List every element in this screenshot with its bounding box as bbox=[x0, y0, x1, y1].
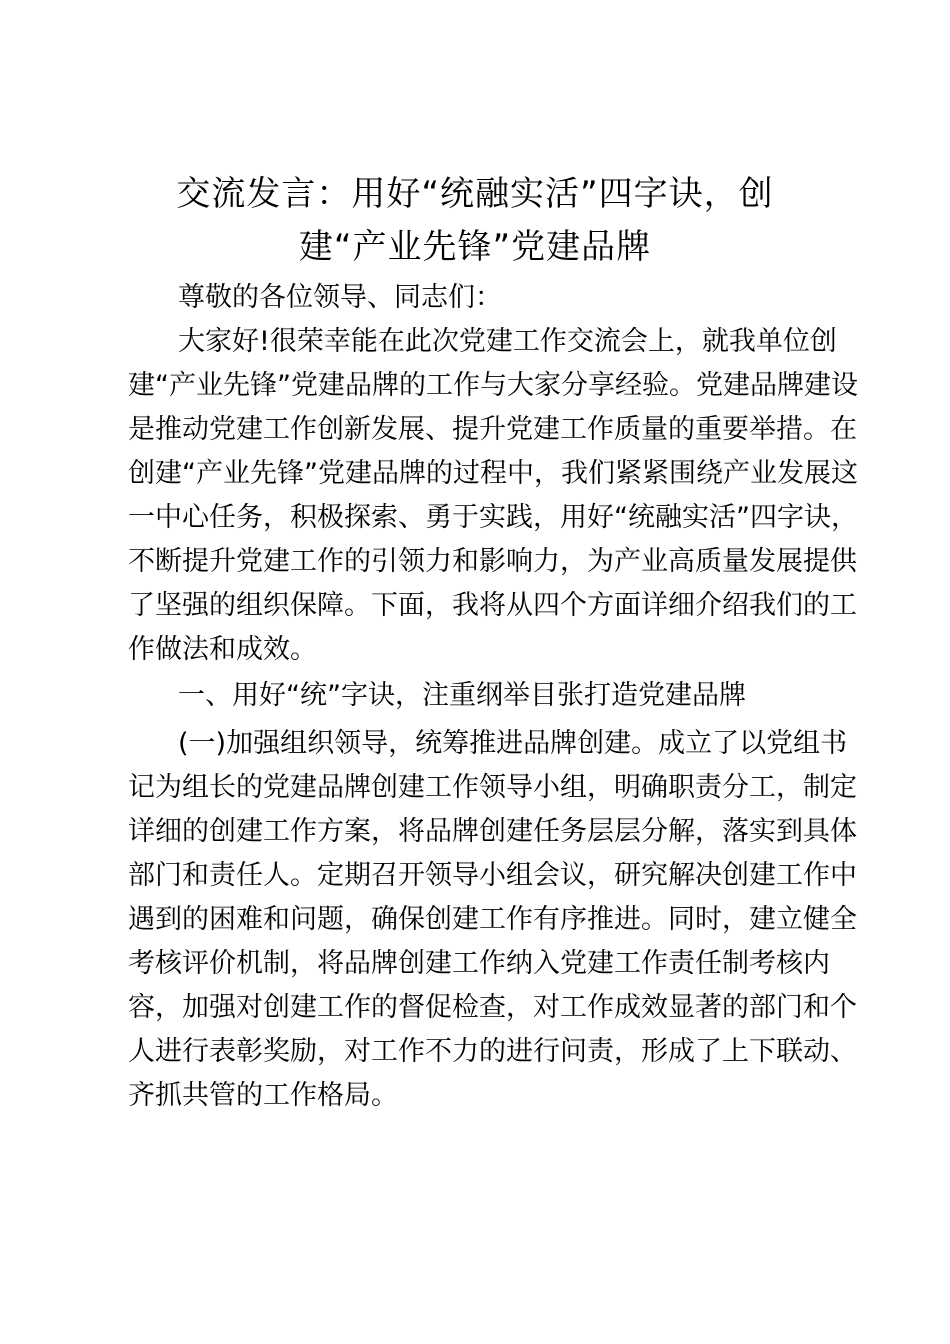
body-line: 详细的创建工作方案，将品牌创建任务层层分解，落实到具体 bbox=[128, 816, 857, 847]
body-line: 部门和责任人。定期召开领导小组会议，研究解决创建工作中 bbox=[128, 860, 857, 891]
body-line: 容，加强对创建工作的督促检查，对工作成效显著的部门和个 bbox=[128, 992, 857, 1023]
body-line: 齐抓共管的工作格局。 bbox=[128, 1080, 398, 1111]
title-line-2: 建“产业先锋”党建品牌 bbox=[298, 227, 652, 267]
body-line: 记为组长的党建品牌创建工作领导小组，明确职责分工，制定 bbox=[128, 772, 857, 803]
intro-line: 大家好!很荣幸能在此次党建工作交流会上，就我单位创 bbox=[178, 326, 837, 357]
intro-line: 一中心任务，积极探索、勇于实践，用好“统融实活”四字诀， bbox=[128, 502, 858, 533]
intro-line: 建“产业先锋”党建品牌的工作与大家分享经验。党建品牌建设 bbox=[128, 370, 858, 401]
title-line-1: 交流发言：用好“统融实活”四字诀，创 bbox=[176, 174, 774, 214]
intro-line: 是推动党建工作创新发展、提升党建工作质量的重要举措。在 bbox=[128, 414, 857, 445]
document-title bbox=[130, 168, 820, 274]
body-line: 遇到的困难和问题，确保创建工作有序推进。同时，建立健全 bbox=[128, 904, 857, 935]
body-line: 人进行表彰奖励，对工作不力的进行问责，形成了上下联动、 bbox=[128, 1036, 857, 1067]
body-line: (一)加强组织领导，统筹推进品牌创建。成立了以党组书 bbox=[178, 728, 848, 759]
body-line: 考核评价机制，将品牌创建工作纳入党建工作责任制考核内 bbox=[128, 948, 830, 979]
salutation: 尊敬的各位领导、同志们： bbox=[178, 282, 502, 313]
intro-line: 了坚强的组织保障。下面，我将从四个方面详细介绍我们的工 bbox=[128, 590, 857, 621]
intro-line: 不断提升党建工作的引领力和影响力，为产业高质量发展提供 bbox=[128, 546, 857, 577]
section-heading: 一、用好“统”字诀，注重纲举目张打造党建品牌 bbox=[178, 680, 746, 711]
intro-line: 创建“产业先锋”党建品牌的过程中，我们紧紧围绕产业发展这 bbox=[128, 458, 858, 489]
intro-line: 作做法和成效。 bbox=[128, 634, 317, 665]
